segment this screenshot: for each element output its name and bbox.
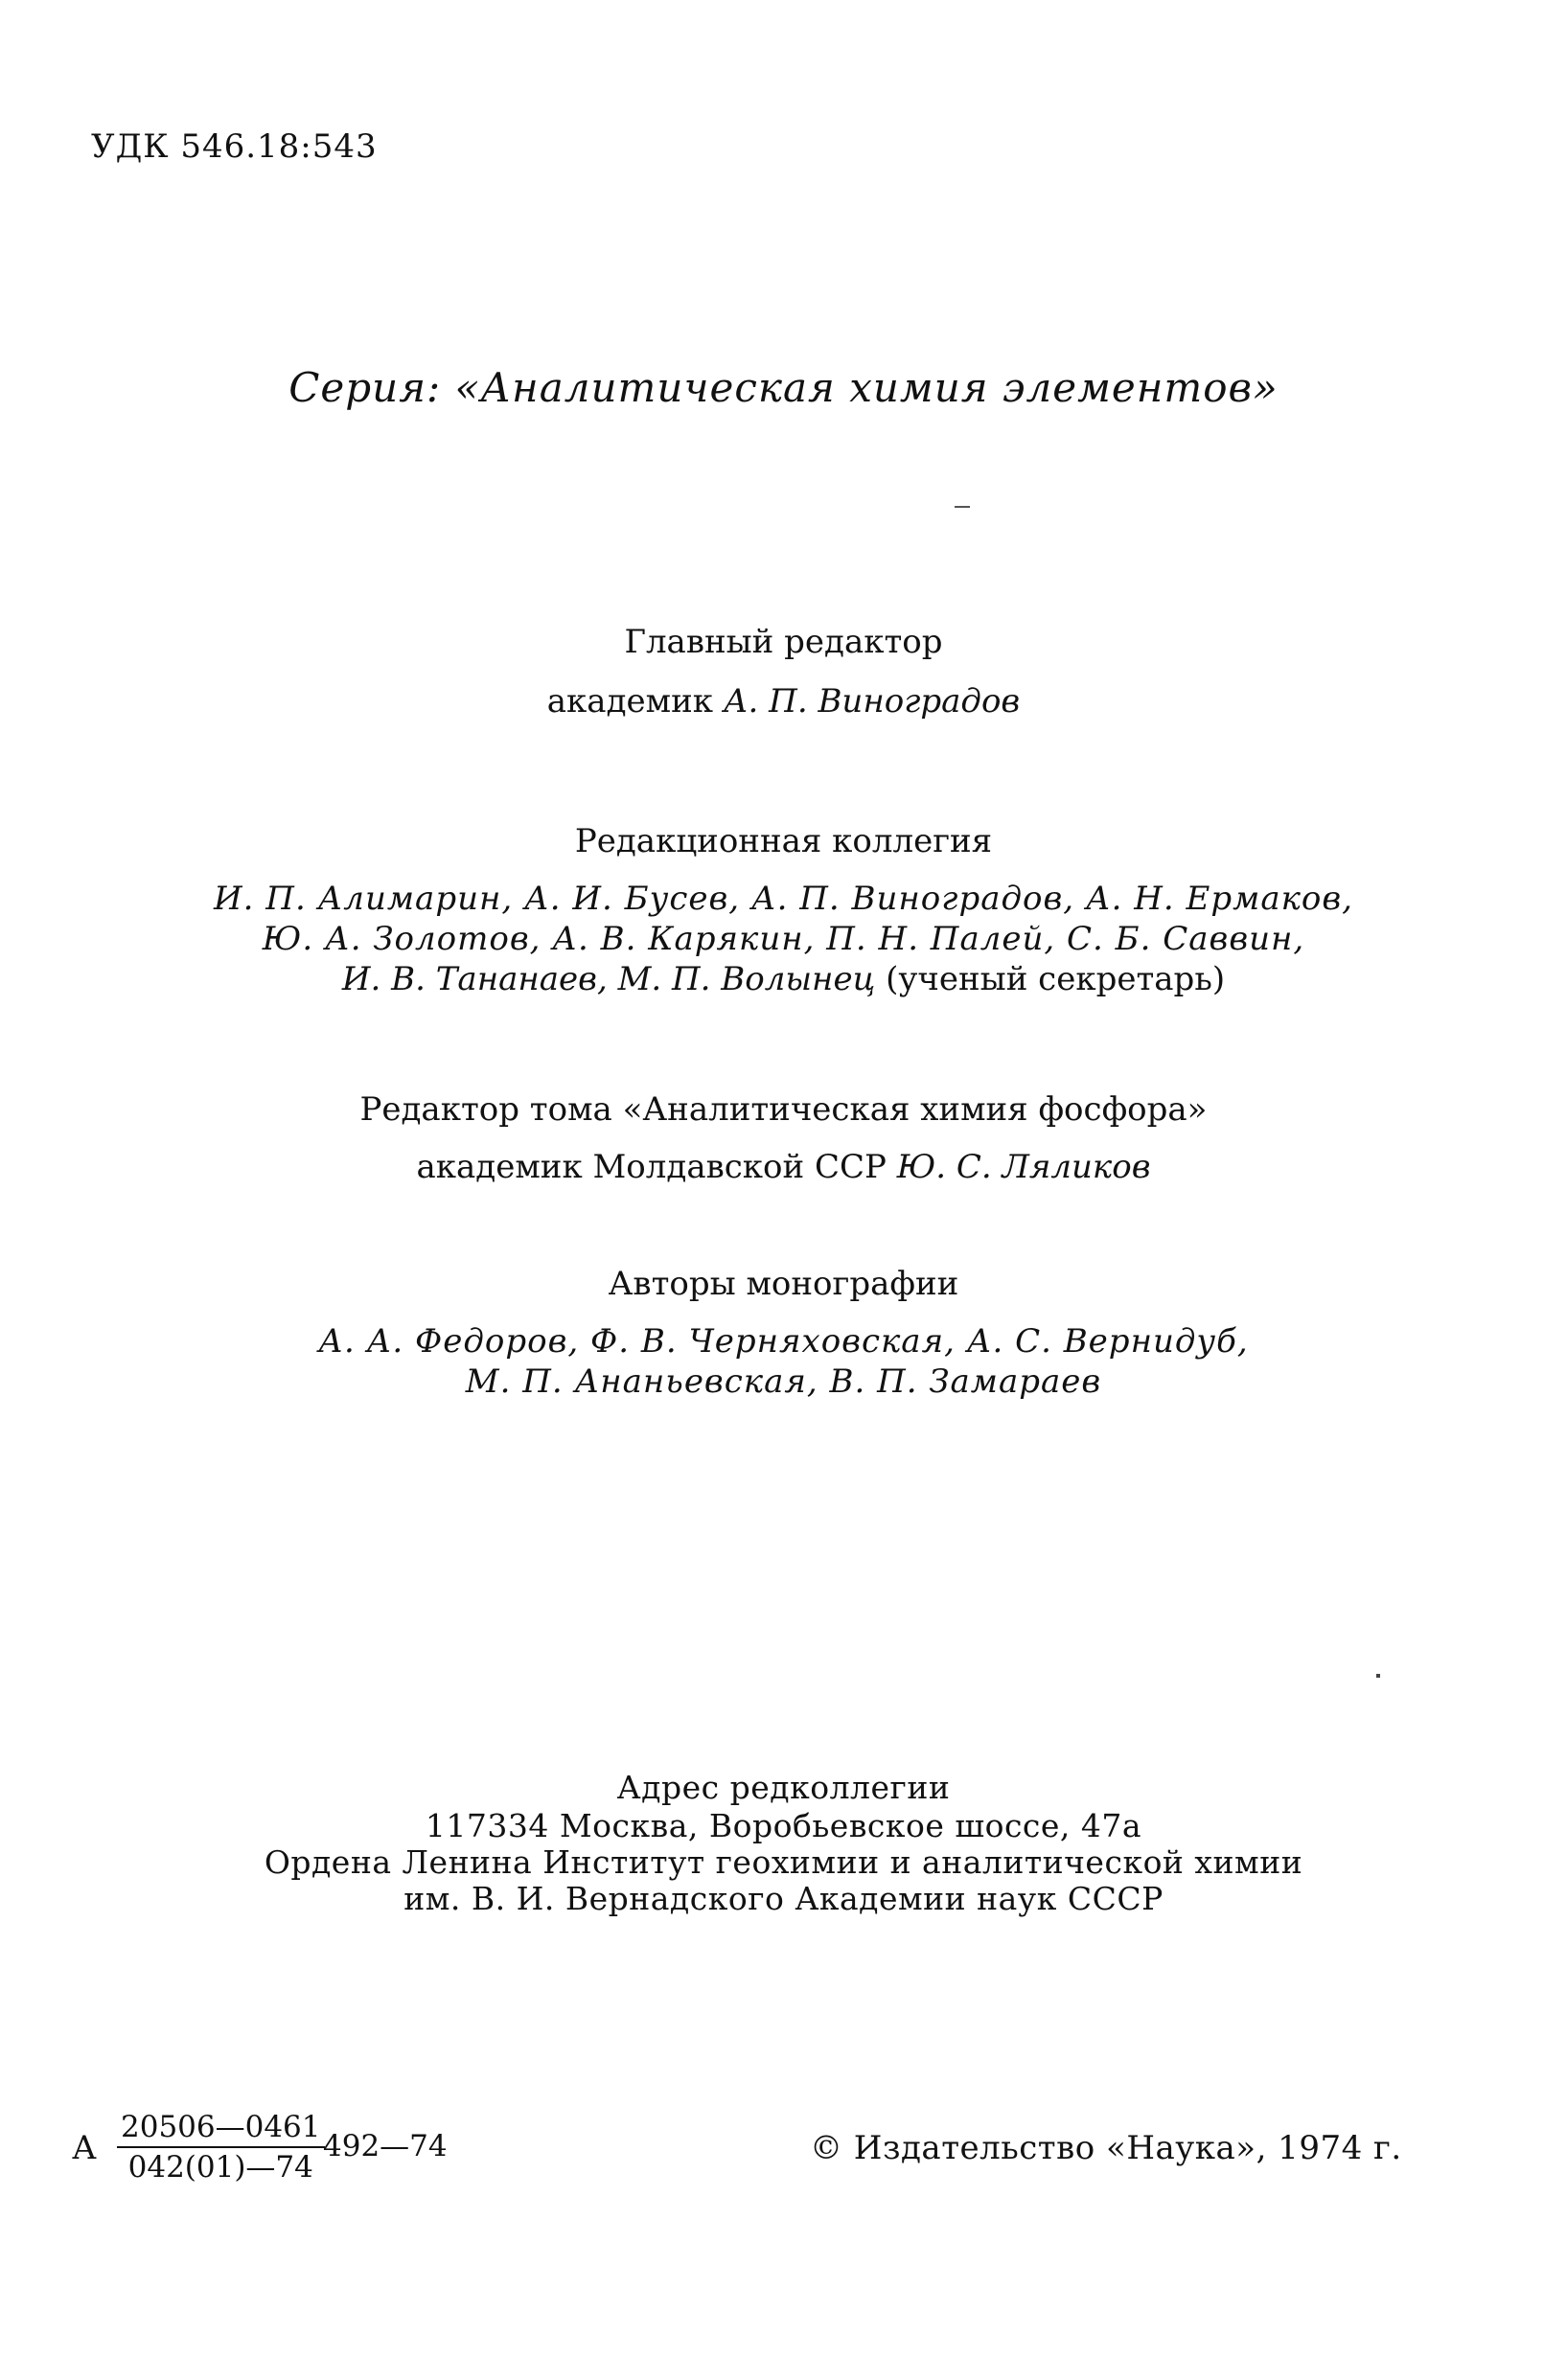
chief-editor-name: А. П. Виноградов bbox=[723, 682, 1021, 721]
catalog-code-letter: А bbox=[72, 2129, 97, 2167]
chief-editor-line bbox=[0, 682, 1567, 721]
udc-code: УДК 546.18:543 bbox=[91, 127, 378, 166]
authors-line-2: М. П. Ананьевская, В. П. Замараев bbox=[465, 1362, 1102, 1401]
catalog-code-denominator: 042(01)—74 bbox=[127, 2150, 313, 2185]
catalog-code-numerator: 20506—0461 bbox=[117, 2108, 325, 2148]
board-secretary-note: (ученый секретарь) bbox=[886, 960, 1226, 998]
board-members-line-3 bbox=[0, 960, 1567, 998]
address-line-1: 117334 Москва, Воробьевское шоссе, 47а bbox=[425, 1807, 1142, 1844]
chief-editor-rank: академик bbox=[546, 682, 713, 721]
print-speck bbox=[955, 506, 970, 508]
series-title: Серия: «Аналитическая химия элементов» bbox=[288, 364, 1279, 411]
address-line-3: им. В. И. Вернадского Академии наук СССР bbox=[403, 1880, 1164, 1917]
authors-line-1: А. А. Федоров, Ф. В. Черняховская, А. С. Вернидуб, bbox=[318, 1322, 1249, 1361]
board-heading: Редакционная коллегия bbox=[574, 822, 993, 860]
address-heading: Адрес редколлегии bbox=[616, 1769, 951, 1806]
volume-editor-rank: академик Молдавской ССР bbox=[416, 1148, 887, 1186]
board-members-line-1: И. П. Алимарин, А. И. Бусев, А. П. Виноградов, А. Н. Ермаков, bbox=[214, 880, 1353, 918]
print-speck bbox=[1376, 1674, 1380, 1678]
volume-editor-name: Ю. С. Ляликов bbox=[896, 1148, 1151, 1186]
catalog-code-suffix: 492—74 bbox=[323, 2129, 448, 2163]
catalog-code-fraction bbox=[117, 2108, 325, 2186]
volume-editor-line bbox=[0, 1148, 1567, 1186]
copyright-notice: © Издательство «Наука», 1974 г. bbox=[810, 2129, 1402, 2167]
authors-heading: Авторы монографии bbox=[608, 1265, 959, 1303]
address-line-2: Ордена Ленина Институт геохимии и аналитической химии bbox=[264, 1843, 1303, 1881]
board-members-names-3: И. В. Тананаев, М. П. Волынец bbox=[341, 960, 876, 998]
volume-editor-heading: Редактор тома «Аналитическая химия фосфора» bbox=[359, 1090, 1208, 1129]
board-members-line-2: Ю. А. Золотов, А. В. Карякин, П. Н. Палей, С. Б. Саввин, bbox=[262, 920, 1305, 958]
chief-editor-heading: Главный редактор bbox=[624, 623, 943, 661]
